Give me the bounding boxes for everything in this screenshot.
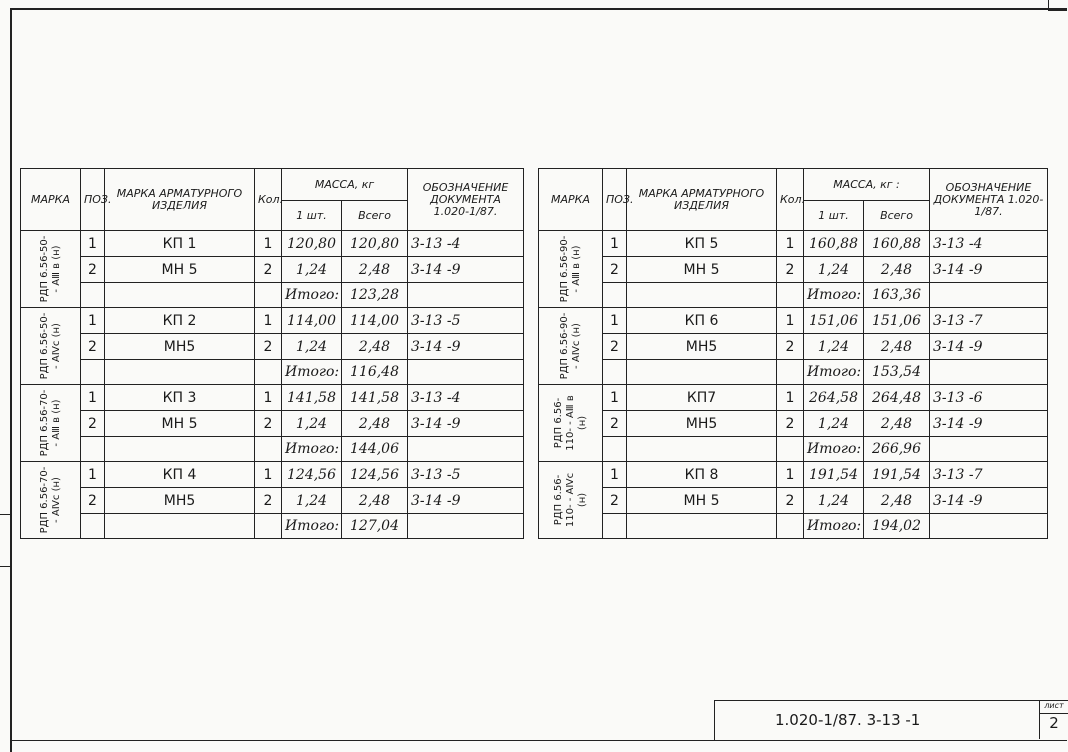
table-row	[21, 231, 524, 257]
izdelie-cell: КП7	[627, 385, 777, 411]
empty-cell	[81, 360, 105, 385]
table-row	[21, 488, 524, 514]
itogo-row	[539, 283, 1048, 308]
itogo-value: 116,48	[342, 360, 408, 385]
mass-total-cell: 2,48	[342, 334, 408, 360]
kol-cell: 1	[255, 231, 282, 257]
mass-total-cell: 2,48	[342, 411, 408, 437]
mass-total-cell: 160,88	[864, 231, 930, 257]
mass-one-cell: 1,24	[804, 411, 864, 437]
itogo-value: 266,96	[864, 437, 930, 462]
marka-cell	[539, 308, 603, 385]
poz-cell: 2	[603, 411, 627, 437]
header-kol: Кол.	[255, 169, 282, 231]
header-total: Всего	[342, 201, 408, 231]
kol-cell: 2	[777, 411, 804, 437]
empty-cell	[408, 360, 524, 385]
doc-cell: 3-14 -9	[408, 411, 524, 437]
poz-cell: 1	[81, 308, 105, 334]
doc-cell: 3-13 -5	[408, 308, 524, 334]
doc-cell: 3-13 -4	[408, 385, 524, 411]
table-row	[21, 385, 524, 411]
table-row	[21, 411, 524, 437]
empty-cell	[603, 514, 627, 539]
empty-cell	[777, 283, 804, 308]
izdelie-cell: МН 5	[105, 411, 255, 437]
frame-bottom-border	[10, 740, 1067, 741]
table-row	[539, 385, 1048, 411]
header-total: Всего	[864, 201, 930, 231]
mass-total-cell: 120,80	[342, 231, 408, 257]
header-massa: МАССА, кг	[282, 169, 408, 201]
itogo-label: Итого:	[804, 360, 864, 385]
kol-cell: 1	[777, 231, 804, 257]
itogo-row	[539, 360, 1048, 385]
itogo-label: Итого:	[282, 283, 342, 308]
mass-total-cell: 2,48	[864, 334, 930, 360]
marka-label: РДП 6.56-110- - AⅢ в (н)	[552, 395, 588, 451]
poz-cell: 1	[81, 385, 105, 411]
doc-cell: 3-13 -7	[930, 462, 1048, 488]
left-edge-tick	[0, 514, 12, 515]
marka-cell	[21, 385, 81, 462]
mass-one-cell: 1,24	[282, 334, 342, 360]
poz-cell: 1	[81, 462, 105, 488]
mass-one-cell: 1,24	[804, 257, 864, 283]
itogo-value: 144,06	[342, 437, 408, 462]
header-marka-izd: МАРКА АРМАТУРНОГО ИЗДЕЛИЯ	[105, 169, 255, 231]
izdelie-cell: КП 4	[105, 462, 255, 488]
spec-table-right	[538, 168, 1048, 539]
table-row	[539, 488, 1048, 514]
mass-one-cell: 124,56	[282, 462, 342, 488]
poz-cell: 2	[603, 257, 627, 283]
doc-cell: 3-14 -9	[930, 257, 1048, 283]
header-poz: ПОЗ.	[603, 169, 627, 231]
marka-label: РДП 6.56-90- - AⅣс (н)	[558, 312, 582, 380]
marka-cell	[21, 231, 81, 308]
doc-cell: 3-13 -5	[408, 462, 524, 488]
izdelie-cell: МН 5	[105, 257, 255, 283]
empty-cell	[603, 360, 627, 385]
doc-cell: 3-14 -9	[408, 488, 524, 514]
itogo-row	[539, 514, 1048, 539]
izdelie-cell: МН5	[627, 411, 777, 437]
mass-total-cell: 2,48	[864, 488, 930, 514]
izdelie-cell: МН5	[627, 334, 777, 360]
header-kol: Кол.	[777, 169, 804, 231]
sheet-box	[1039, 701, 1068, 739]
sheet-number: 2	[1049, 714, 1059, 732]
marka-cell	[539, 231, 603, 308]
empty-cell	[255, 437, 282, 462]
table-row	[539, 257, 1048, 283]
itogo-row	[21, 437, 524, 462]
mass-one-cell: 160,88	[804, 231, 864, 257]
kol-cell: 1	[255, 385, 282, 411]
poz-cell: 2	[603, 334, 627, 360]
poz-cell: 1	[603, 231, 627, 257]
doc-cell: 3-14 -9	[408, 334, 524, 360]
kol-cell: 2	[777, 488, 804, 514]
poz-cell: 2	[81, 411, 105, 437]
izdelie-cell: КП 8	[627, 462, 777, 488]
table-row	[539, 462, 1048, 488]
izdelie-cell: МН 5	[627, 257, 777, 283]
empty-cell	[81, 283, 105, 308]
poz-cell: 1	[603, 462, 627, 488]
izdelie-cell: МН5	[105, 334, 255, 360]
itogo-value: 153,54	[864, 360, 930, 385]
itogo-value: 127,04	[342, 514, 408, 539]
kol-cell: 2	[777, 334, 804, 360]
empty-cell	[930, 437, 1048, 462]
empty-cell	[105, 360, 255, 385]
empty-cell	[627, 437, 777, 462]
poz-cell: 1	[81, 231, 105, 257]
empty-cell	[81, 514, 105, 539]
empty-cell	[930, 514, 1048, 539]
marka-label: РДП 6.56-50- - AⅣс (н)	[38, 312, 62, 380]
mass-one-cell: 1,24	[282, 257, 342, 283]
empty-cell	[627, 514, 777, 539]
mass-one-cell: 151,06	[804, 308, 864, 334]
mass-total-cell: 264,48	[864, 385, 930, 411]
itogo-row	[21, 283, 524, 308]
title-stamp	[714, 700, 1068, 741]
mass-total-cell: 124,56	[342, 462, 408, 488]
poz-cell: 1	[603, 385, 627, 411]
empty-cell	[603, 437, 627, 462]
empty-cell	[408, 437, 524, 462]
izdelie-cell: КП 3	[105, 385, 255, 411]
frame-top-border	[10, 8, 1067, 10]
header-doc: ОБОЗНАЧЕНИЕ ДОКУМЕНТА 1.020-1/87.	[930, 169, 1048, 231]
mass-one-cell: 141,58	[282, 385, 342, 411]
document-code: 1.020-1/87. 3-13 -1	[775, 711, 921, 729]
marka-label: РДП 6.56-70- - AⅢ в (н)	[38, 389, 62, 457]
izdelie-cell: КП 6	[627, 308, 777, 334]
poz-cell: 2	[603, 488, 627, 514]
empty-cell	[930, 283, 1048, 308]
izdelie-cell: КП 5	[627, 231, 777, 257]
marka-cell	[21, 462, 81, 539]
mass-one-cell: 1,24	[804, 334, 864, 360]
kol-cell: 1	[255, 462, 282, 488]
kol-cell: 1	[777, 308, 804, 334]
empty-cell	[105, 283, 255, 308]
mass-one-cell: 114,00	[282, 308, 342, 334]
izdelie-cell: КП 1	[105, 231, 255, 257]
doc-cell: 3-13 -7	[930, 308, 1048, 334]
itogo-row	[539, 437, 1048, 462]
poz-cell: 2	[81, 488, 105, 514]
doc-cell: 3-14 -9	[930, 488, 1048, 514]
izdelie-cell: КП 2	[105, 308, 255, 334]
table-row	[21, 462, 524, 488]
marka-label: РДП 6.56-90- - AⅢ в (н)	[558, 235, 582, 303]
sheet-label: лист	[1040, 701, 1068, 714]
kol-cell: 2	[777, 257, 804, 283]
empty-cell	[627, 360, 777, 385]
kol-cell: 2	[255, 488, 282, 514]
mass-one-cell: 264,58	[804, 385, 864, 411]
table-row	[539, 308, 1048, 334]
doc-cell: 3-13 -4	[930, 231, 1048, 257]
izdelie-cell: МН 5	[627, 488, 777, 514]
marka-cell	[539, 385, 603, 462]
kol-cell: 1	[255, 308, 282, 334]
doc-cell: 3-13 -4	[408, 231, 524, 257]
empty-cell	[777, 514, 804, 539]
mass-one-cell: 191,54	[804, 462, 864, 488]
itogo-label: Итого:	[804, 514, 864, 539]
doc-cell: 3-13 -6	[930, 385, 1048, 411]
itogo-label: Итого:	[282, 437, 342, 462]
empty-cell	[255, 360, 282, 385]
empty-cell	[777, 437, 804, 462]
empty-cell	[408, 514, 524, 539]
marka-label: РДП 6.56-110- - AⅣс (н)	[552, 472, 588, 528]
mass-total-cell: 141,58	[342, 385, 408, 411]
left-edge-tick	[0, 566, 12, 567]
mass-total-cell: 2,48	[864, 411, 930, 437]
marka-label: РДП 6.56-70- - AⅣс (н)	[38, 466, 62, 534]
mass-one-cell: 120,80	[282, 231, 342, 257]
doc-cell: 3-14 -9	[408, 257, 524, 283]
poz-cell: 1	[603, 308, 627, 334]
marka-cell	[21, 308, 81, 385]
kol-cell: 2	[255, 257, 282, 283]
itogo-row	[21, 514, 524, 539]
header-massa: МАССА, кг :	[804, 169, 930, 201]
header-one: 1 шт.	[804, 201, 864, 231]
mass-total-cell: 151,06	[864, 308, 930, 334]
frame-left-border	[10, 8, 12, 752]
mass-total-cell: 2,48	[342, 257, 408, 283]
itogo-value: 194,02	[864, 514, 930, 539]
empty-cell	[81, 437, 105, 462]
doc-cell: 3-14 -9	[930, 411, 1048, 437]
empty-cell	[105, 514, 255, 539]
empty-cell	[255, 283, 282, 308]
empty-cell	[603, 283, 627, 308]
mass-one-cell: 1,24	[282, 411, 342, 437]
empty-cell	[777, 360, 804, 385]
header-marka: МАРКА	[21, 169, 81, 231]
itogo-row	[21, 360, 524, 385]
header-doc: ОБОЗНАЧЕНИЕ ДОКУМЕНТА 1.020-1/87.	[408, 169, 524, 231]
doc-cell: 3-14 -9	[930, 334, 1048, 360]
table-row	[21, 308, 524, 334]
mass-total-cell: 2,48	[864, 257, 930, 283]
mass-one-cell: 1,24	[804, 488, 864, 514]
kol-cell: 2	[255, 334, 282, 360]
empty-cell	[627, 283, 777, 308]
header-one: 1 шт.	[282, 201, 342, 231]
kol-cell: 2	[255, 411, 282, 437]
itogo-label: Итого:	[282, 360, 342, 385]
marka-cell	[539, 462, 603, 539]
empty-cell	[408, 283, 524, 308]
itogo-value: 163,36	[864, 283, 930, 308]
itogo-value: 123,28	[342, 283, 408, 308]
kol-cell: 1	[777, 385, 804, 411]
poz-cell: 2	[81, 334, 105, 360]
header-poz: ПОЗ.	[81, 169, 105, 231]
table-row	[21, 257, 524, 283]
mass-total-cell: 114,00	[342, 308, 408, 334]
header-marka: МАРКА	[539, 169, 603, 231]
empty-cell	[255, 514, 282, 539]
mass-one-cell: 1,24	[282, 488, 342, 514]
table-row	[21, 334, 524, 360]
header-marka-izd: МАРКА АРМАТУРНОГО ИЗДЕЛИЯ	[627, 169, 777, 231]
spec-table-left	[20, 168, 524, 539]
corner-mark	[1048, 0, 1067, 11]
table-row	[539, 411, 1048, 437]
empty-cell	[105, 437, 255, 462]
kol-cell: 1	[777, 462, 804, 488]
itogo-label: Итого:	[804, 437, 864, 462]
mass-total-cell: 191,54	[864, 462, 930, 488]
marka-label: РДП 6.56-50- - AⅢ в (н)	[38, 235, 62, 303]
itogo-label: Итого:	[804, 283, 864, 308]
poz-cell: 2	[81, 257, 105, 283]
table-row	[539, 334, 1048, 360]
empty-cell	[930, 360, 1048, 385]
mass-total-cell: 2,48	[342, 488, 408, 514]
table-row	[539, 231, 1048, 257]
itogo-label: Итого:	[282, 514, 342, 539]
izdelie-cell: МН5	[105, 488, 255, 514]
